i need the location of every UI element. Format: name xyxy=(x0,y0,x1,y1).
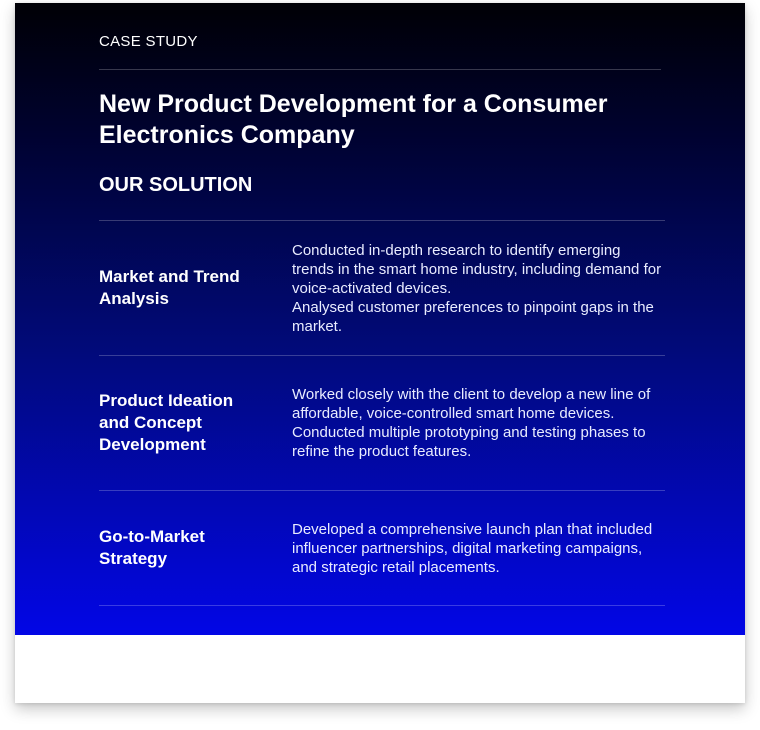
description-line: Worked closely with the client to develop a new line of affordable, voice-controlled smart home devices. xyxy=(292,386,651,422)
solution-row-label: Go-to-Market Strategy xyxy=(99,527,205,568)
description-line: Conducted multiple prototyping and testing phases to refine the product features. xyxy=(292,424,646,460)
solution-list xyxy=(99,220,665,606)
eyebrow-label: CASE STUDY xyxy=(99,33,198,50)
divider xyxy=(99,69,661,70)
solution-row-description xyxy=(292,241,665,336)
description-line: Conducted in-depth research to identify emerging trends in the smart home industry, including demand for voice-activated devices. xyxy=(292,241,662,297)
solution-row-description xyxy=(292,385,665,461)
page-title: New Product Development for a Consumer Electronics Company xyxy=(99,90,608,149)
solution-row-market-analysis xyxy=(99,220,665,355)
description-line: Developed a comprehensive launch plan that included influencer partnerships, digital marketing campaigns, and strategic retail placements. xyxy=(292,520,653,576)
description-line: Analysed customer preferences to pinpoint gaps in the market. xyxy=(292,298,654,335)
solution-row-label: Market and Trend Analysis xyxy=(99,267,240,308)
solution-row-label: Product Ideation and Concept Development xyxy=(99,391,234,454)
solution-row-go-to-market xyxy=(99,490,665,606)
section-heading: OUR SOLUTION xyxy=(99,174,253,196)
case-study-panel xyxy=(15,3,745,635)
case-study-card xyxy=(15,3,745,703)
solution-row-product-ideation xyxy=(99,355,665,490)
solution-row-description xyxy=(292,520,665,577)
